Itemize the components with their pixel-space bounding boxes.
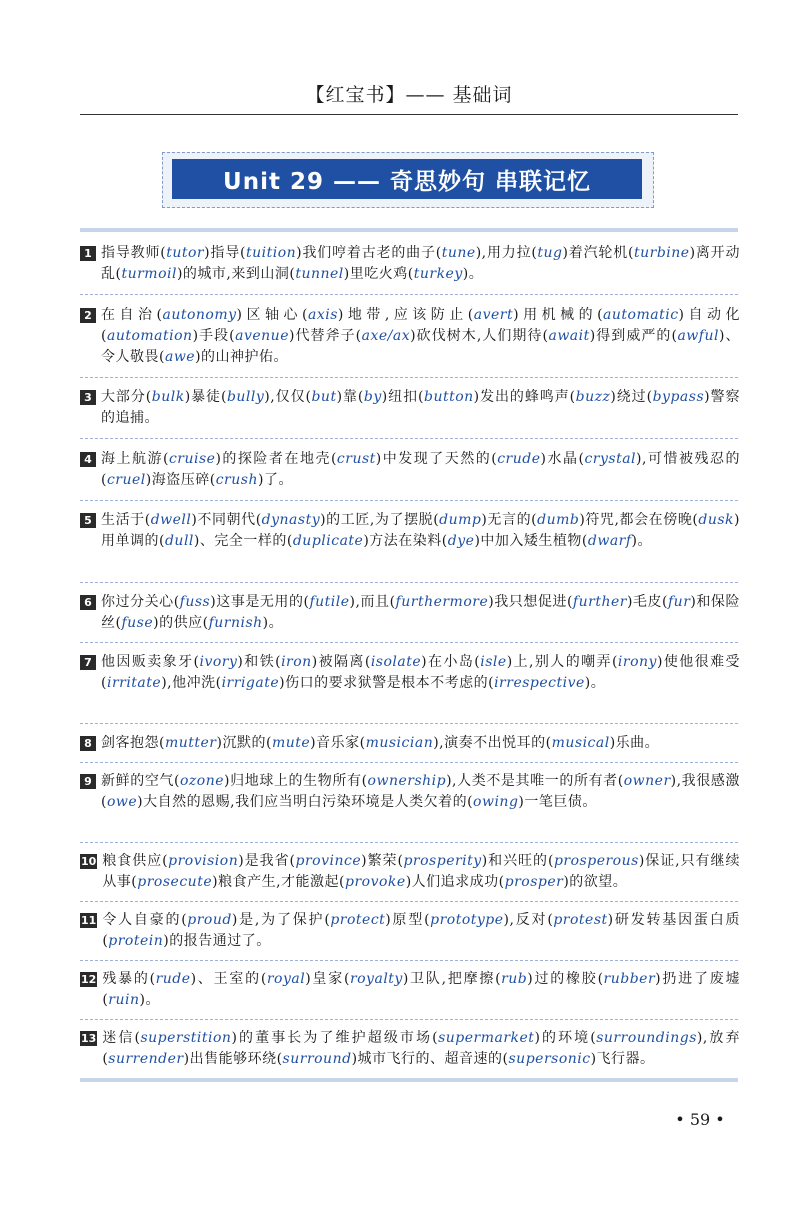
vocab-word: tunnel	[295, 266, 344, 282]
vocab-word: dumb	[537, 512, 580, 528]
sentence-text: 在自治(autonomy)区轴心(axis)地带,应该防止(avert)用机械的(automatic)自动化(automation)手段(avenue)代替斧子(axe/ax)砍伐树木,人们期待(await)得到威严的(awful)、令人敬畏(awe)的山神护佑。	[101, 307, 740, 365]
vocab-word: awful	[677, 328, 719, 344]
vocab-word: province	[295, 853, 362, 869]
vocab-word: rude	[155, 971, 191, 987]
sentence-item-9	[80, 771, 740, 813]
header-rule	[80, 114, 738, 115]
divider	[80, 642, 738, 643]
vocab-word: cruise	[168, 451, 216, 467]
vocab-word: fuss	[179, 594, 211, 610]
item-number: 6	[80, 595, 96, 610]
vocab-word: ruin	[108, 992, 140, 1008]
vocab-word: musical	[551, 735, 610, 751]
vocab-word: futile	[309, 594, 350, 610]
divider	[80, 901, 738, 902]
vocab-word: autonomy	[162, 307, 237, 323]
item-number: 2	[80, 308, 96, 323]
vocab-word: duplicate	[292, 533, 364, 549]
vocab-word: turbine	[633, 245, 690, 261]
vocab-word: irony	[617, 654, 657, 670]
vocab-word: owner	[623, 773, 671, 789]
sentence-item-7	[80, 652, 740, 694]
item-number: 11	[81, 914, 97, 927]
divider	[80, 582, 738, 583]
vocab-word: prosper	[504, 874, 564, 890]
vocab-word: superstition	[140, 1030, 232, 1046]
vocab-word: irrigate	[221, 675, 280, 691]
sentence-item-2	[80, 305, 740, 368]
vocab-word: fuse	[121, 615, 154, 631]
item-number: 8	[80, 736, 96, 751]
sentence-text: 你过分关心(fuss)这事是无用的(futile),而且(furthermore)我只想促进(further)毛皮(fur)和保险丝(fuse)的供应(furnish)。	[101, 594, 740, 631]
sentence-item-11	[80, 910, 740, 952]
vocab-word: dump	[439, 512, 482, 528]
vocab-word: provoke	[344, 874, 406, 890]
vocab-word: royalty	[349, 971, 403, 987]
vocab-word: axe/ax	[361, 328, 411, 344]
sentence-item-12	[80, 969, 740, 1011]
vocab-word: by	[363, 389, 382, 405]
sentence-item-6	[80, 592, 740, 634]
divider	[80, 500, 738, 501]
vocab-word: prosecute	[137, 874, 213, 890]
item-number: 12	[81, 973, 97, 986]
vocab-word: furthermore	[395, 594, 489, 610]
vocab-word: irritate	[106, 675, 162, 691]
vocab-word: iron	[281, 654, 312, 670]
vocab-word: automation	[106, 328, 193, 344]
sentence-item-10	[80, 851, 740, 893]
vocab-word: automatic	[603, 307, 679, 323]
vocab-word: turkey	[413, 266, 463, 282]
vocab-word: axis	[307, 307, 338, 323]
vocab-word: crush	[215, 472, 258, 488]
vocab-word: avenue	[235, 328, 289, 344]
vocab-word: prosperous	[553, 853, 639, 869]
vocab-word: bully	[226, 389, 265, 405]
running-header: 【红宝书】—— 基础词	[305, 84, 513, 106]
vocab-word: musician	[365, 735, 434, 751]
vocab-word: buzz	[575, 389, 611, 405]
vocab-word: mutter	[164, 735, 217, 751]
vocab-word: dwarf	[587, 533, 632, 549]
vocab-word: protest	[553, 912, 608, 928]
vocab-word: owe	[106, 794, 138, 810]
vocab-word: isle	[480, 654, 507, 670]
vocab-word: surroundings	[596, 1030, 697, 1046]
vocab-word: but	[311, 389, 337, 405]
sentence-text: 新鲜的空气(ozone)归地球上的生物所有(ownership),人类不是其唯一的所有者(owner),我很感激(owe)大自然的恩赐,我们应当明白污染环境是人类欠着的(owing)一笔巨债。	[101, 773, 740, 810]
vocab-word: dye	[447, 533, 475, 549]
vocab-word: dwell	[150, 512, 192, 528]
divider	[80, 377, 738, 378]
vocab-word: dynasty	[261, 512, 321, 528]
divider-top	[80, 228, 738, 232]
sentence-text: 大部分(bulk)暴徒(bully),仅仅(but)靠(by)纽扣(button)发出的蜂鸣声(buzz)绕过(bypass)警察的追捕。	[101, 389, 740, 426]
vocab-word: irrespective	[494, 675, 585, 691]
vocab-word: isolate	[370, 654, 422, 670]
vocab-word: prototype	[430, 912, 504, 928]
sentence-item-3	[80, 387, 740, 429]
divider	[80, 438, 738, 439]
item-number: 1	[80, 246, 96, 261]
vocab-word: owing	[473, 794, 519, 810]
sentence-text: 他因贩卖象牙(ivory)和铁(iron)被隔离(isolate)在小岛(isle)上,别人的嘲弄(irony)使他很难受(irritate),他冲洗(irrigate)伤口的要求狱警是根本不考虑的(irrespective)。	[101, 654, 740, 691]
vocab-word: provision	[168, 853, 239, 869]
divider-bottom	[80, 1078, 738, 1082]
vocab-word: furnish	[208, 615, 263, 631]
item-number: 10	[81, 855, 97, 868]
vocab-word: tug	[537, 245, 563, 261]
divider	[80, 294, 738, 295]
vocab-word: cruel	[106, 472, 146, 488]
vocab-word: awe	[164, 349, 196, 365]
sentence-text: 剑客抱怨(mutter)沉默的(mute)音乐家(musician),演奏不出悦耳的(musical)乐曲。	[101, 735, 660, 751]
sentence-item-1	[80, 243, 740, 285]
vocab-word: protein	[108, 933, 164, 949]
vocab-word: turmoil	[121, 266, 177, 282]
item-number: 5	[80, 513, 96, 528]
vocab-word: royal	[266, 971, 306, 987]
vocab-word: supersonic	[508, 1051, 591, 1067]
vocab-word: avert	[473, 307, 514, 323]
sentence-text: 粮食供应(provision)是我省(province)繁荣(prosperity)和兴旺的(prosperous)保证,只有继续从事(prosecute)粮食产生,才能激起(provoke)人们追求成功(prosper)的欲望。	[102, 853, 740, 890]
vocab-word: supermarket	[438, 1030, 535, 1046]
vocab-word: tune	[441, 245, 476, 261]
vocab-word: protect	[330, 912, 386, 928]
divider	[80, 1019, 738, 1020]
vocab-word: surrender	[108, 1051, 184, 1067]
sentence-text: 令人自豪的(proud)是,为了保护(protect)原型(prototype),反对(protest)研发转基因蛋白质(protein)的报告通过了。	[102, 912, 741, 949]
vocab-word: crude	[497, 451, 541, 467]
item-number: 4	[80, 452, 96, 467]
vocab-word: crust	[336, 451, 376, 467]
sentence-item-13	[80, 1028, 740, 1070]
sentence-item-5	[80, 510, 740, 552]
item-number: 9	[80, 774, 96, 789]
vocab-word: dusk	[698, 512, 735, 528]
unit-banner: Unit 29 —— 奇思妙句 串联记忆	[172, 159, 642, 199]
vocab-word: bulk	[151, 389, 185, 405]
vocab-word: prosperity	[403, 853, 482, 869]
vocab-word: rubber	[603, 971, 656, 987]
item-number: 3	[80, 390, 96, 405]
vocab-word: ozone	[180, 773, 225, 789]
sentence-text: 指导教师(tutor)指导(tuition)我们哼着古老的曲子(tune),用力拉(tug)着汽轮机(turbine)离开动乱(turmoil)的城市,来到山洞(tunnel)里吃火鸡(turkey)。	[101, 245, 740, 282]
vocab-word: surround	[282, 1051, 352, 1067]
sentence-text: 残暴的(rude)、王室的(royal)皇家(royalty)卫队,把摩擦(rub)过的橡胶(rubber)扔进了废墟(ruin)。	[102, 971, 740, 1008]
vocab-word: rub	[501, 971, 528, 987]
vocab-word: further	[572, 594, 627, 610]
vocab-word: fur	[668, 594, 691, 610]
vocab-word: bypass	[652, 389, 705, 405]
vocab-word: ivory	[199, 654, 238, 670]
sentence-text: 迷信(superstition)的董事长为了维护超级市场(supermarket)的环境(surroundings),放弃(surrender)出售能够环绕(surround)城市飞行的、超音速的(supersonic)飞行器。	[102, 1030, 740, 1067]
sentence-text: 生活于(dwell)不同朝代(dynasty)的工匠,为了摆脱(dump)无言的(dumb)符咒,都会在傍晚(dusk)用单调的(dull)、完全一样的(duplicate)方法在染料(dye)中加入矮生植物(dwarf)。	[101, 512, 740, 549]
divider	[80, 842, 738, 843]
sentence-item-8	[80, 733, 740, 754]
vocab-word: tuition	[246, 245, 297, 261]
divider	[80, 723, 738, 724]
vocab-word: proud	[187, 912, 232, 928]
vocab-word: tutor	[166, 245, 205, 261]
item-number: 7	[80, 655, 96, 670]
page-number: • 59 •	[675, 1110, 725, 1129]
vocab-word: crystal	[584, 451, 637, 467]
vocab-word: button	[423, 389, 474, 405]
sentence-text: 海上航游(cruise)的探险者在地壳(crust)中发现了天然的(crude)水晶(crystal),可惜被残忍的(cruel)海盗压碎(crush)了。	[101, 451, 740, 488]
vocab-word: mute	[271, 735, 311, 751]
vocab-word: await	[548, 328, 590, 344]
divider	[80, 762, 738, 763]
divider	[80, 960, 738, 961]
vocab-word: dull	[164, 533, 194, 549]
sentence-item-4	[80, 449, 740, 491]
item-number: 13	[81, 1032, 97, 1045]
vocab-word: ownership	[367, 773, 447, 789]
